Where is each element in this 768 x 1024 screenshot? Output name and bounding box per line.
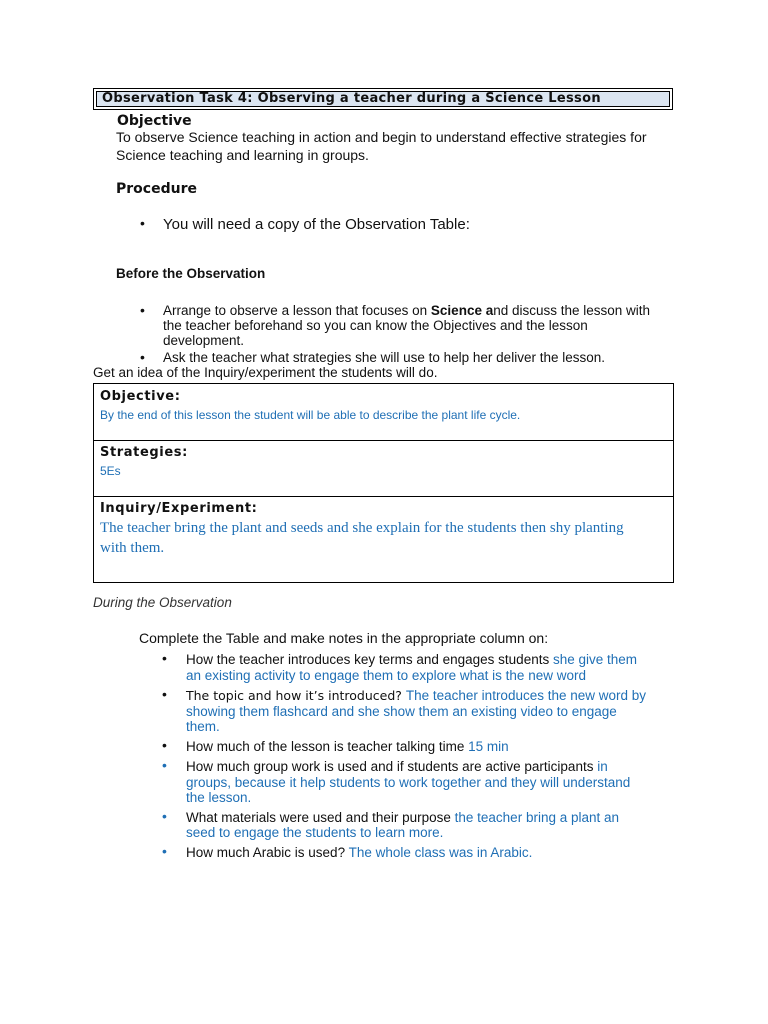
- during-item-5: [186, 810, 619, 826]
- before-bullet-1: [163, 303, 650, 319]
- during-item-3-question: How much of the lesson is teacher talking time: [186, 739, 469, 754]
- table-inquiry-label: Inquiry/Experiment:: [100, 501, 258, 516]
- during-item-1-question: How the teacher introduces key terms and engages students: [186, 652, 553, 667]
- during-item-3-answer: 15 min: [468, 739, 509, 754]
- during-item-2-question: The topic and how it’s introduced?: [186, 688, 406, 703]
- during-item-5-question: What materials were used and their purpose: [186, 810, 455, 825]
- before-bullet-1-line-3: development.: [163, 333, 245, 348]
- table-objective-label: Objective:: [100, 389, 181, 404]
- before-bullet-1-text: Arrange to observe a lesson that focuses on: [163, 303, 431, 318]
- table-inquiry-line-2: with them.: [100, 540, 165, 556]
- objective-line-2: Science teaching and learning in groups.: [116, 147, 369, 163]
- during-item-4-question: How much group work is used and if students are active participants: [186, 759, 598, 774]
- bullet-icon: •: [162, 808, 167, 824]
- during-item-1-answer-line-2: an existing activity to engage them to explore what is the new word: [186, 668, 586, 683]
- procedure-bullet: You will need a copy of the Observation Table:: [163, 216, 470, 233]
- table-inquiry-line-1: The teacher bring the plant and seeds and she explain for the students then shy planting: [100, 520, 624, 536]
- during-item-5-answer-line-2: seed to engage the students to learn more.: [186, 825, 444, 840]
- during-item-4-answer-line-2: groups, because it help students to work together and they will understand: [186, 775, 631, 790]
- table-row-inquiry: [94, 496, 673, 582]
- table-strategies-value: 5Es: [100, 464, 121, 478]
- during-item-2: [186, 688, 646, 704]
- objective-line-1: To observe Science teaching in action and begin to understand effective strategies for: [116, 129, 647, 145]
- during-item-6-answer: The whole class was in Arabic.: [348, 845, 533, 860]
- table-row-objective: [94, 384, 673, 441]
- during-item-4-answer: in: [597, 759, 608, 774]
- during-item-1-answer: she give them: [552, 652, 638, 667]
- during-item-2-answer-line-3: them.: [186, 719, 220, 734]
- table-inquiry-value: [100, 518, 653, 558]
- page-title: Observation Task 4: Observing a teacher during a Science Lesson: [96, 91, 670, 107]
- bullet-icon: •: [140, 349, 145, 365]
- bullet-icon: •: [140, 302, 145, 318]
- before-heading: Before the Observation: [116, 266, 266, 281]
- during-item-3: [186, 739, 509, 755]
- bullet-icon: •: [162, 843, 167, 859]
- observation-table: [93, 383, 674, 583]
- during-item-4-answer-line-3: the lesson.: [186, 790, 252, 805]
- bullet-icon: •: [140, 215, 145, 231]
- table-strategies-label: Strategies:: [100, 445, 188, 460]
- table-objective-value: By the end of this lesson the student will be able to describe the plant life cycle.: [100, 408, 521, 422]
- bullet-icon: •: [162, 650, 167, 666]
- during-item-4: [186, 759, 608, 775]
- during-intro: Complete the Table and make notes in the appropriate column on:: [139, 630, 549, 646]
- bullet-icon: •: [162, 757, 167, 773]
- before-bullet-2: Ask the teacher what strategies she will use to help her deliver the lesson.: [163, 350, 605, 365]
- before-bullet-1-text-end: nd discuss the lesson with: [493, 303, 651, 318]
- before-bullet-1-bold: Science a: [430, 303, 494, 318]
- during-item-5-answer: the teacher bring a plant an: [454, 810, 620, 825]
- during-heading: During the Observation: [93, 595, 232, 610]
- title-box: [93, 88, 673, 110]
- bullet-icon: •: [162, 686, 167, 702]
- before-bullet-1-line-2: the teacher beforehand so you can know the Objectives and the lesson: [163, 318, 588, 333]
- during-item-6-question: How much Arabic is used?: [186, 845, 349, 860]
- inquiry-idea-text: Get an idea of the Inquiry/experiment the students will do.: [93, 365, 438, 380]
- during-item-2-answer: The teacher introduces the new word by: [405, 688, 647, 703]
- procedure-heading: Procedure: [116, 181, 197, 197]
- during-item-6: [186, 845, 532, 861]
- bullet-icon: •: [162, 737, 167, 753]
- during-item-1: [186, 652, 637, 668]
- table-row-strategies: [94, 440, 673, 497]
- during-item-2-answer-line-2: showing them flashcard and she show them an existing video to engage: [186, 704, 617, 719]
- objective-heading: Objective: [117, 113, 192, 129]
